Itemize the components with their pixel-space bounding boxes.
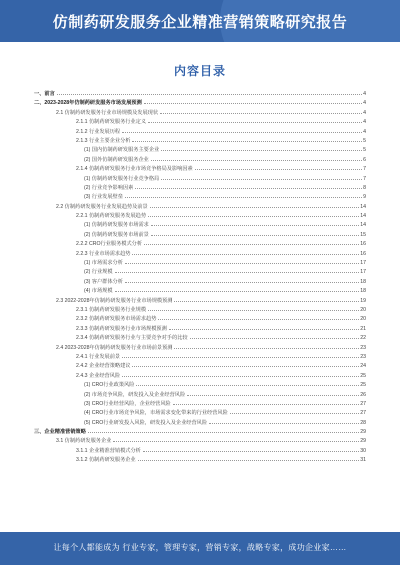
toc-entry[interactable] <box>34 128 366 137</box>
toc-entry[interactable] <box>34 259 366 268</box>
toc-entry-text: 2.3.3 仿制药研发服务行业市场规模预测 <box>76 325 168 334</box>
toc-dot-leader <box>144 102 362 104</box>
toc-dot-leader <box>122 375 359 377</box>
toc-entry-text: 2.3.1 仿制药研发服务行业规模 <box>76 306 147 315</box>
toc-entry-text: 2.1.1 仿制药研发服务行业定义 <box>76 118 147 127</box>
toc-entry[interactable] <box>34 372 366 381</box>
toc-dot-leader <box>148 309 359 311</box>
toc-entry-text: (2) 行业规模 <box>84 268 114 277</box>
toc-dot-leader <box>125 281 359 283</box>
toc-dot-leader <box>209 422 359 424</box>
toc-page-number: 14 <box>360 213 366 220</box>
toc-dot-leader <box>143 450 359 452</box>
toc-page-number: 26 <box>360 391 366 398</box>
toc-entry-text: (1) CRO行业政策风险 <box>84 381 135 390</box>
toc-page-number: 27 <box>360 410 366 417</box>
toc-page-number: 25 <box>360 382 366 389</box>
toc-dot-leader <box>57 93 362 95</box>
toc-entry-text: (2) 市场竞争风险，研发投入及企业经营风险 <box>84 391 186 400</box>
toc-page-number: 9 <box>363 194 366 201</box>
toc-dot-leader <box>122 356 359 358</box>
table-of-contents <box>34 90 366 466</box>
toc-dot-leader <box>195 168 362 170</box>
toc-page-number: 18 <box>360 288 366 295</box>
toc-entry[interactable] <box>34 90 366 99</box>
toc-entry-text: 三、企业精准营销策略 <box>34 428 87 437</box>
toc-entry-text: (3) 行业发展壁垒 <box>84 193 124 202</box>
toc-entry[interactable] <box>34 334 366 343</box>
toc-entry-text: 2.2.1 仿制药研发服务发展趋势 <box>76 212 147 221</box>
toc-page-number: 18 <box>360 278 366 285</box>
toc-dot-leader <box>150 206 360 208</box>
toc-entry-text: 2.1 仿制药研发服务行业市场规模及发展现状 <box>56 109 159 118</box>
toc-entry[interactable] <box>34 419 366 428</box>
toc-entry-text: 2.4.3 企业经营风险 <box>76 372 121 381</box>
toc-dot-leader <box>113 440 359 442</box>
toc-page-number: 17 <box>360 260 366 267</box>
toc-dot-leader <box>88 431 359 433</box>
toc-entry[interactable] <box>34 250 366 259</box>
toc-entry[interactable] <box>34 221 366 230</box>
toc-dot-leader <box>174 347 359 349</box>
toc-page-number: 7 <box>363 175 366 182</box>
toc-entry[interactable] <box>34 212 366 221</box>
toc-page-number: 16 <box>360 241 366 248</box>
toc-page-number: 31 <box>360 457 366 464</box>
toc-entry[interactable] <box>34 146 366 155</box>
toc-entry-text: 2.1.3 行业主要企业分析 <box>76 137 131 146</box>
toc-entry[interactable] <box>34 203 366 212</box>
footer-slogan: 让每个人都能成为 行业专家，管理专家，营销专家，战略专家，成功企业家…… <box>53 543 347 552</box>
toc-dot-leader <box>190 337 360 339</box>
toc-dot-leader <box>230 412 359 414</box>
toc-dot-leader <box>173 403 359 405</box>
toc-dot-leader <box>144 243 359 245</box>
toc-dot-leader <box>122 131 362 133</box>
toc-page-number: 29 <box>360 438 366 445</box>
toc-entry[interactable] <box>34 287 366 296</box>
toc-entry[interactable] <box>34 456 366 465</box>
toc-entry-text: (2) 仿制药研发服务市场前景 <box>84 231 150 240</box>
toc-entry-text: 2.3.4 仿制药研发服务行业与主要竞争对手的比较 <box>76 334 189 343</box>
toc-dot-leader <box>115 290 360 292</box>
toc-entry[interactable] <box>34 109 366 118</box>
toc-entry[interactable] <box>34 231 366 240</box>
toc-entry[interactable] <box>34 362 366 371</box>
toc-dot-leader <box>160 112 362 114</box>
toc-page-number: 4 <box>363 119 366 126</box>
toc-entry-text: 2.3 2022-2028年仿制药研发服务行业市场规模预测 <box>56 297 173 306</box>
toc-entry[interactable] <box>34 184 366 193</box>
toc-entry-text: (3) CRO行业经营风险，企业经营风险 <box>84 400 172 409</box>
toc-entry-text: 2.3.2 仿制药研发服务市场需求趋势 <box>76 315 157 324</box>
toc-dot-leader <box>151 159 362 161</box>
toc-entry[interactable] <box>34 175 366 184</box>
toc-page-number: 29 <box>360 429 366 436</box>
toc-page-number: 23 <box>360 353 366 360</box>
toc-entry[interactable] <box>34 391 366 400</box>
toc-dot-leader <box>132 140 362 142</box>
toc-page-number: 4 <box>363 128 366 135</box>
toc-dot-leader <box>135 187 362 189</box>
toc-page-number: 4 <box>363 109 366 116</box>
toc-entry-text: 2.4.2 企业经营策略建议 <box>76 362 131 371</box>
toc-page-number: 7 <box>363 166 366 173</box>
toc-dot-leader <box>125 262 359 264</box>
toc-dot-leader <box>136 384 359 386</box>
toc-entry[interactable] <box>34 428 366 437</box>
toc-entry[interactable] <box>34 400 366 409</box>
toc-entry[interactable] <box>34 306 366 315</box>
toc-dot-leader <box>158 318 359 320</box>
toc-page-number: 28 <box>360 419 366 426</box>
toc-page-number: 21 <box>360 325 366 332</box>
toc-page-number: 16 <box>360 250 366 257</box>
toc-entry[interactable] <box>34 193 366 202</box>
toc-page-number: 14 <box>360 203 366 210</box>
toc-dot-leader <box>148 215 359 217</box>
toc-entry-text: (5) CRO行业研发投入风险，研发投入及企业经营风险 <box>84 419 208 428</box>
toc-page-number: 17 <box>360 269 366 276</box>
toc-entry[interactable] <box>34 409 366 418</box>
toc-entry-text: (2) 行业竞争影响因素 <box>84 184 134 193</box>
toc-entry[interactable] <box>34 268 366 277</box>
toc-entry-text: 2.2.3 行业市场需求趋势 <box>76 250 131 259</box>
toc-page-number: 19 <box>360 297 366 304</box>
toc-dot-leader <box>161 178 362 180</box>
toc-page-number: 20 <box>360 316 366 323</box>
toc-entry[interactable] <box>34 137 366 146</box>
toc-entry-text: (1) 国内仿制药研发服务主要企业 <box>84 146 160 155</box>
toc-entry-text: 一、前言 <box>34 90 56 99</box>
toc-entry[interactable] <box>34 240 366 249</box>
toc-dot-leader <box>125 196 362 198</box>
toc-entry-text: (1) 仿制药研发服务市场需求 <box>84 221 150 230</box>
toc-entry-text: (1) 仿制药研发服务行业竞争格局 <box>84 175 160 184</box>
toc-entry-text: 2.4.1 行业发展前景 <box>76 353 121 362</box>
toc-entry-text: (4) 市场规模 <box>84 287 114 296</box>
toc-page-number: 20 <box>360 306 366 313</box>
toc-page-number: 14 <box>360 222 366 229</box>
toc-page-number: 4 <box>363 91 366 97</box>
document-page <box>28 42 372 532</box>
toc-page-number: 30 <box>360 447 366 454</box>
toc-page-number: 5 <box>363 137 366 144</box>
toc-dot-leader <box>151 224 359 226</box>
toc-entry-text: (1) 市场需求分析 <box>84 259 124 268</box>
toc-page-number: 6 <box>363 156 366 163</box>
report-title: 仿制药研发服务企业精准营销策略研究报告 <box>52 14 348 31</box>
toc-entry-text: (3) 客户群体分析 <box>84 278 124 287</box>
toc-entry-text: 3.1.2 仿制药研发服务企业 <box>76 456 137 465</box>
toc-dot-leader <box>161 149 362 151</box>
toc-entry[interactable] <box>34 278 366 287</box>
toc-dot-leader <box>151 234 359 236</box>
toc-entry-text: (4) CRO行业市场竞争风险，市场需求变化带来的行业经营风险 <box>84 409 229 418</box>
toc-entry[interactable] <box>34 297 366 306</box>
toc-page-number: 22 <box>360 335 366 342</box>
toc-entry[interactable] <box>34 381 366 390</box>
toc-dot-leader <box>115 271 360 273</box>
toc-page-number: 27 <box>360 400 366 407</box>
toc-page-number: 8 <box>363 184 366 191</box>
toc-page-number: 25 <box>360 372 366 379</box>
toc-entry-text: 3.1.1 企业精准营销模式分析 <box>76 447 142 456</box>
toc-entry[interactable] <box>34 315 366 324</box>
toc-entry-text: 二、2023-2028年仿制药研发服务市场发展预测 <box>34 99 143 108</box>
footer-banner <box>0 532 400 565</box>
toc-entry-text: 3.1 仿制药研发服务企业 <box>56 437 112 446</box>
report-header-banner <box>0 0 400 42</box>
toc-entry[interactable] <box>34 165 366 174</box>
toc-dot-leader <box>169 328 359 330</box>
toc-entry[interactable] <box>34 325 366 334</box>
toc-entry[interactable] <box>34 344 366 353</box>
toc-entry[interactable] <box>34 99 366 108</box>
toc-dot-leader <box>132 253 359 255</box>
toc-entry-text: (2) 国外仿制药研发服务企业 <box>84 156 150 165</box>
toc-page-number: 5 <box>363 147 366 154</box>
toc-entry[interactable] <box>34 447 366 456</box>
toc-entry[interactable] <box>34 156 366 165</box>
toc-page-number: 23 <box>360 344 366 351</box>
toc-page-number: 24 <box>360 363 366 370</box>
toc-entry-text: 2.1.4 仿制药研发服务行业市场竞争格局及影响因素 <box>76 165 194 174</box>
toc-entry-text: 2.4 2023-2028年仿制药研发服务行业市场前景预测 <box>56 344 173 353</box>
toc-entry[interactable] <box>34 437 366 446</box>
toc-dot-leader <box>148 121 362 123</box>
toc-page-number: 15 <box>360 231 366 238</box>
toc-page-number: 4 <box>363 100 366 107</box>
toc-entry[interactable] <box>34 118 366 127</box>
toc-dot-leader <box>187 394 359 396</box>
toc-dot-leader <box>174 300 359 302</box>
toc-dot-leader <box>138 459 360 461</box>
toc-dot-leader <box>132 365 359 367</box>
toc-entry-text: 2.2.2 CRO行业服务模式分析 <box>76 240 143 249</box>
toc-title: 内容目录 <box>173 64 226 78</box>
toc-entry-text: 2.2 仿制药研发服务行业发展趋势及前景 <box>56 203 149 212</box>
toc-entry-text: 2.1.2 行业发展历程 <box>76 128 121 137</box>
toc-entry[interactable] <box>34 353 366 362</box>
